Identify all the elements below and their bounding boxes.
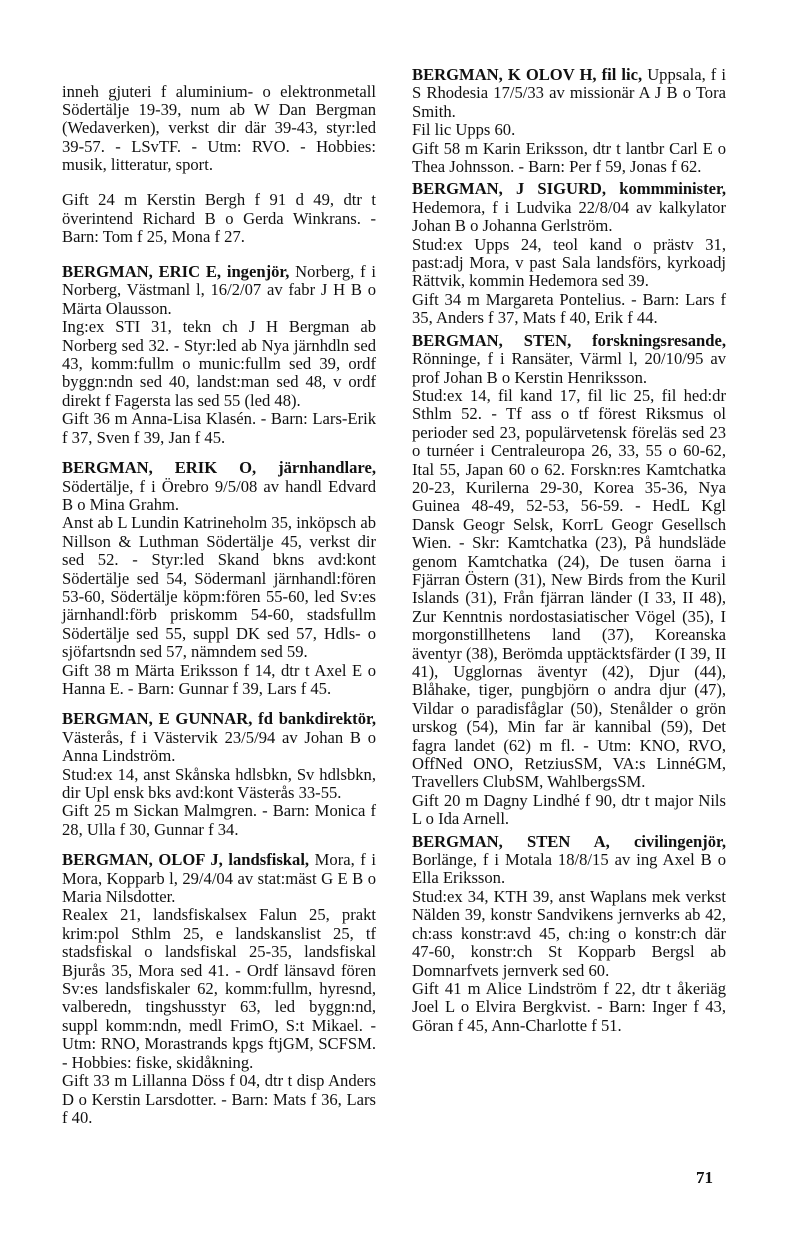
entry-name: BERGMAN, E GUNNAR, bbox=[62, 709, 253, 729]
entry-title: kommminister, bbox=[619, 179, 726, 199]
entry-paragraph: Gift 20 m Dagny Lindhé f 90, dtr t major Nils L o Ida Arnell. bbox=[412, 790, 726, 829]
entry-title: fd bankdirektör, bbox=[258, 709, 376, 729]
entry-intro: Hedemora, f i Ludvika 22/8/04 av kalkylator Johan B o Johanna Gerlström. bbox=[412, 197, 726, 236]
entry-paragraph: Ing:ex STI 31, tekn ch J H Bergman ab Norberg sed 32. - Styr:led ab Nya järnhdln sed 43, komm:fullm o munic:fullm sed 39, ordf byggn:ndn sed 40, landst:man sed 48, v ordf direkt f Fagersta las sed 55 (led 48). bbox=[62, 317, 376, 410]
biography-entry bbox=[412, 180, 726, 327]
entry-paragraph: Fil lic Upps 60. bbox=[412, 120, 516, 140]
left-column bbox=[62, 66, 376, 1139]
entry-paragraph: Gift 38 m Märta Eriksson f 14, dtr t Axel E o Hanna E. - Barn: Gunnar f 39, Lars f 45. bbox=[62, 660, 376, 698]
entry-paragraph: inneh gjuteri f aluminium- o elektronmetall Södertälje 19-39, num ab W Dan Bergman (Wedaverken), verkst dir där 39-43, styr:led 39-57. - LSvTF. - Utm: RVO. - Hobbies: musik, litteratur, sport. bbox=[62, 81, 376, 175]
entry-title: fil lic, bbox=[601, 65, 643, 84]
entry-paragraph: Gift 58 m Karin Eriksson, dtr t lantbr Carl E o Thea Johnsson. - Barn: Per f 59, Jonas f 62. bbox=[412, 138, 726, 177]
right-column bbox=[412, 66, 726, 1039]
entry-paragraph: Anst ab L Lundin Katrineholm 35, inköpsch ab Nillson & Luthman Södertälje 45, verkst dir sed 52. - Styr:led Skand bkns avd:kont Södertälje sed 54, Södermanl järnhandl:fören 53-60, Södertälje köpm:fören 55-60, led Sv:es järnhandl:förb priskomm 54-60, stadsfullm Södertälje sed 55, suppl DK sed 57, Hdls- o sjöfartsndn sed 57, nämndem sed 59. bbox=[62, 513, 376, 662]
entry-title: forskningsresande, bbox=[592, 330, 726, 350]
entry-title: landsfiskal, bbox=[228, 850, 310, 870]
entry-paragraph: Stud:ex 14, fil kand 17, fil lic 25, fil hed:dr Sthlm 52. - Tf ass o tf förest Riksmus ol perioder sed 23, populärvetensk föreläs sed 23 o turnéer i Centraleuropa 26, 33, 55 o 60-62, Ital 55, Japan 60 o 62. Forskn:res Kamtchatka 20-23, Kurilerna 29-30, Korea 35-36, Nya Guinea 48-49, 52-53, 56-59. - HedL Kgl Dansk Geogr Selsk, KorrL Geogr Gesellsch Wien. - Skr: Kamtchatka (23), På hundsläde genom Kamtchatka (24), De tusen öarna i Fjärran Östern (31), New Birds from the Kuril Islands (31), Från fjärran länder (I 33, II 48), Zur Kenntnis nordostasiatischer Vögel (35), I morgonstillhetens land (37), Koreanska äventyr (38), Berömda upptäcktsfärder (I 39, II 41), Ugglornas äventyr (42), Djur (44), Blåhake, tiger, pungbjörn o andra djur (47), Vildar o paradisfåglar (50), Stenålder o grön urskog (54), Min far är kannibal (59), Det fagra landet (62) m fl. - Utm: KNO, RVO, OffNed ONO, RetziusSM, VA:s LinnéGM, Travellers ClubSM, WahlbergsSM. bbox=[412, 385, 726, 792]
entry-paragraph: Gift 34 m Margareta Pontelius. - Barn: Lars f 35, Anders f 37, Mats f 40, Erik f 44. bbox=[412, 289, 726, 328]
entry-paragraph: Gift 36 m Anna-Lisa Klasén. - Barn: Lars-Erik f 37, Sven f 39, Jan f 45. bbox=[62, 409, 376, 447]
entry-title: civilingenjör, bbox=[633, 831, 726, 851]
continued-entry bbox=[62, 83, 376, 247]
biography-entry bbox=[412, 332, 726, 829]
entry-intro: Västerås, f i Västervik 23/5/94 av Johan B o Anna Lindström. bbox=[62, 727, 376, 766]
biography-entry bbox=[62, 851, 376, 1127]
biography-entry bbox=[62, 263, 376, 447]
entry-title: ingenjör, bbox=[226, 262, 290, 282]
entry-paragraph: Gift 33 m Lillanna Döss f 04, dtr t disp Anders D o Kerstin Larsdotter. - Barn: Mats f 36, Lars f 40. bbox=[62, 1071, 376, 1127]
entry-paragraph: Stud:ex 14, anst Skånska hdlsbkn, Sv hdlsbkn, dir Upl ensk bks avd:kont Västerås 33-55. bbox=[62, 764, 376, 802]
page-number: 71 bbox=[696, 1168, 713, 1187]
entry-paragraph: Gift 25 m Sickan Malmgren. - Barn: Monica f 28, Ulla f 30, Gunnar f 34. bbox=[62, 801, 376, 839]
biography-entry bbox=[412, 833, 726, 1035]
entry-paragraph: Realex 21, landsfiskalsex Falun 25, prakt krim:pol Sthlm 25, e landskanslist 25, tf stadsfiskal o landsfiskal 25-35, landsfiskal Bjurås 35, Mora sed 41. - Ordf länsavd fören Sv:es landsfiskaler 62, komm:fullm, hyresnd, valberedn, tingshusstyr 63, led byggn:nd, suppl komm:ndn, medl FrimO, S:t Mikael. - Utm: RNO, Morastrands kpgs ftjGM, SCFSM. - Hobbies: fiske, skidåkning. bbox=[62, 905, 376, 1072]
entry-intro: Borlänge, f i Motala 18/8/15 av ing Axel B o Ella Eriksson. bbox=[412, 850, 726, 888]
entry-intro: Uppsala, f i S Rhodesia 17/5/33 av missionär A J B o Tora Smith. bbox=[412, 65, 726, 121]
entry-name: BERGMAN, ERIK O, bbox=[62, 458, 257, 478]
entry-name: BERGMAN, K OLOV H, bbox=[412, 65, 597, 84]
entry-name: BERGMAN, OLOF J, bbox=[62, 850, 223, 870]
entry-intro: Norberg, f i Norberg, Västmanl l, 16/2/07 av fabr J H B o Märta Olausson. bbox=[62, 262, 376, 318]
entry-paragraph: Stud:ex 34, KTH 39, anst Waplans mek verkst Nälden 39, konstr Sandvikens jernverks ab 42, ch:ass konstr:avd 45, ch:ing o konstr:ch där 47-60, konstr:ch St Kopparb Bergsl ab Domnarfvets jernverk sed 60. bbox=[412, 886, 726, 980]
entry-paragraph: Stud:ex Upps 24, teol kand o prästv 31, past:adj Mora, v past Sala landsförs, kyrkoadj Rättvik, kommin Hedemora sed 39. bbox=[412, 234, 726, 291]
entry-name: BERGMAN, STEN, bbox=[412, 330, 572, 350]
biography-entry bbox=[62, 710, 376, 839]
entry-intro: Södertälje, f i Örebro 9/5/08 av handl Edvard B o Mina Grahm. bbox=[62, 476, 376, 514]
entry-paragraph: Gift 41 m Alice Lindström f 22, dtr t åkeriäg Joel L o Elvira Bergkvist. - Barn: Inger f 43, Göran f 45, Ann-Charlotte f 51. bbox=[412, 978, 726, 1035]
entry-name: BERGMAN, ERIC E, bbox=[62, 262, 222, 282]
entry-name: BERGMAN, STEN A, bbox=[412, 831, 610, 851]
entry-intro: Rönninge, f i Ransäter, Värml l, 20/10/95 av prof Johan B o Kerstin Henriksson. bbox=[412, 349, 726, 387]
entry-intro: Mora, f i Mora, Kopparb l, 29/4/04 av stat:mäst G E B o Maria Nilsdotter. bbox=[62, 850, 377, 907]
entry-paragraph: Gift 24 m Kerstin Bergh f 91 d 49, dtr t överintend Richard B o Gerda Winkrans. - Barn: Tom f 25, Mona f 27. bbox=[62, 190, 376, 247]
biography-entry bbox=[62, 459, 376, 698]
biography-entry bbox=[412, 66, 726, 176]
entry-title: järnhandlare, bbox=[278, 458, 376, 478]
entry-name: BERGMAN, J SIGURD, bbox=[412, 179, 607, 199]
